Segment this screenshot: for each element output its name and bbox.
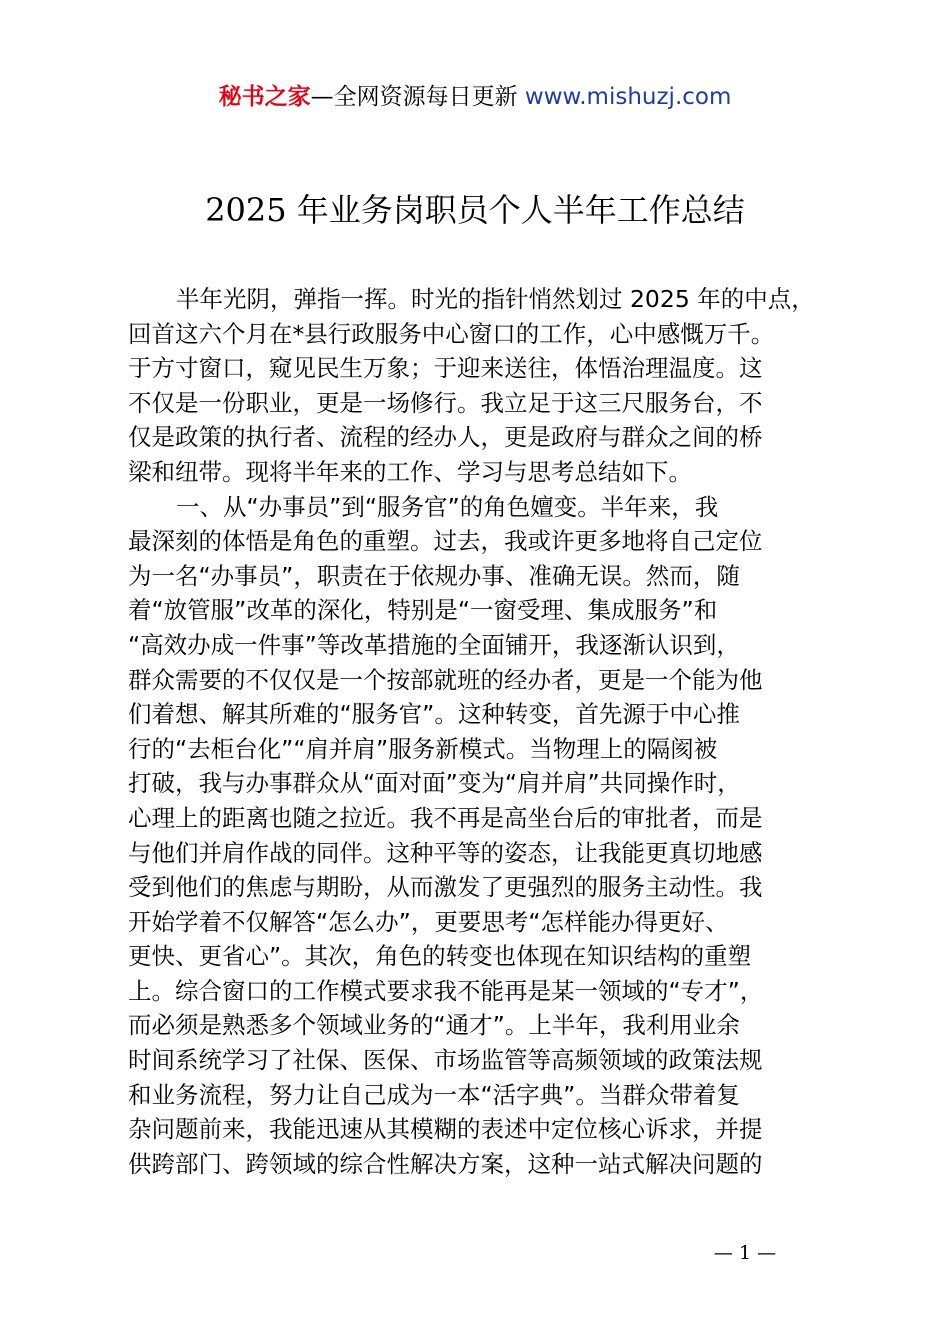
body-line: 受到他们的焦虑与期盼，从而激发了更强烈的服务主动性。我 [128, 873, 763, 902]
body-line: 心理上的距离也随之拉近。我不再是高坐台后的审批者，而是 [128, 803, 763, 832]
document-title: 2025 年业务岗职员个人半年工作总结 [205, 191, 745, 229]
body-line: 梁和纽带。现将半年来的工作、学习与思考总结如下。 [128, 457, 692, 486]
site-tagline: —全网资源每日更新 [310, 84, 525, 110]
body-line: 行的“去柜台化”“肩并肩”服务新模式。当物理上的隔阂被 [128, 734, 718, 763]
body-line: 仅是政策的执行者、流程的经办人，更是政府与群众之间的桥 [128, 423, 763, 452]
body-line: 时间系统学习了社保、医保、市场监管等高频领域的政策法规 [128, 1046, 763, 1075]
body-line: 开始学着不仅解答“怎么办”，更要思考“怎样能办得更好、 [128, 907, 729, 936]
body-line: 和业务流程，努力让自己成为一本“活字典”。当群众带着复 [128, 1080, 740, 1109]
site-url: www.mishuzj.com [524, 84, 732, 110]
body-line: 们着想、解其所难的“服务官”。这种转变，首先源于中心推 [128, 700, 740, 729]
body-line: 为一名“办事员”，职责在于依规办事、准确无误。然而，随 [128, 561, 740, 590]
site-header [0, 82, 950, 112]
body-line: 更快、更省心”。其次，角色的转变也体现在知识结构的重塑 [128, 942, 752, 971]
body-line: 与他们并肩作战的同伴。这种平等的姿态，让我能更真切地感 [128, 838, 763, 867]
body-line: “高效办成一件事”等改革措施的全面铺开，我逐渐认识到， [128, 630, 740, 659]
body-line: 而必须是熟悉多个领域业务的“通才”。上半年，我利用业余 [128, 1011, 740, 1040]
body-line: 一、从“办事员”到“服务官”的角色嬗变。半年来，我 [176, 492, 719, 521]
body-line: 回首这六个月在*县行政服务中心窗口的工作，心中感慨万千。 [128, 319, 775, 348]
body-line: 于方寸窗口，窥见民生万象；于迎来送往，体悟治理温度。这 [128, 354, 763, 383]
page-number: — 1 — [713, 1242, 777, 1264]
body-line: 上。综合窗口的工作模式要求我不能再是某一领域的“专才”， [128, 976, 764, 1005]
body-line: 半年光阴，弹指一挥。时光的指针悄然划过 2025 年的中点， [176, 285, 815, 313]
body-line: 群众需要的不仅仅是一个按部就班的经办者，更是一个能为他 [128, 665, 763, 694]
body-line: 不仅是一份职业，更是一场修行。我立足于这三尺服务台，不 [128, 388, 763, 417]
body-line: 着“放管服”改革的深化，特别是“一窗受理、集成服务”和 [128, 596, 718, 625]
body-line: 供跨部门、跨领域的综合性解决方案，这种一站式解决问题的 [128, 1149, 763, 1178]
body-line: 最深刻的体悟是角色的重塑。过去，我或许更多地将自己定位 [128, 527, 763, 556]
document-body [128, 282, 834, 1181]
body-line: 杂问题前来，我能迅速从其模糊的表述中定位核心诉求，并提 [128, 1115, 763, 1144]
body-line: 打破，我与办事群众从“面对面”变为“肩并肩”共同操作时， [128, 769, 741, 798]
site-brand: 秘书之家 [218, 84, 311, 110]
